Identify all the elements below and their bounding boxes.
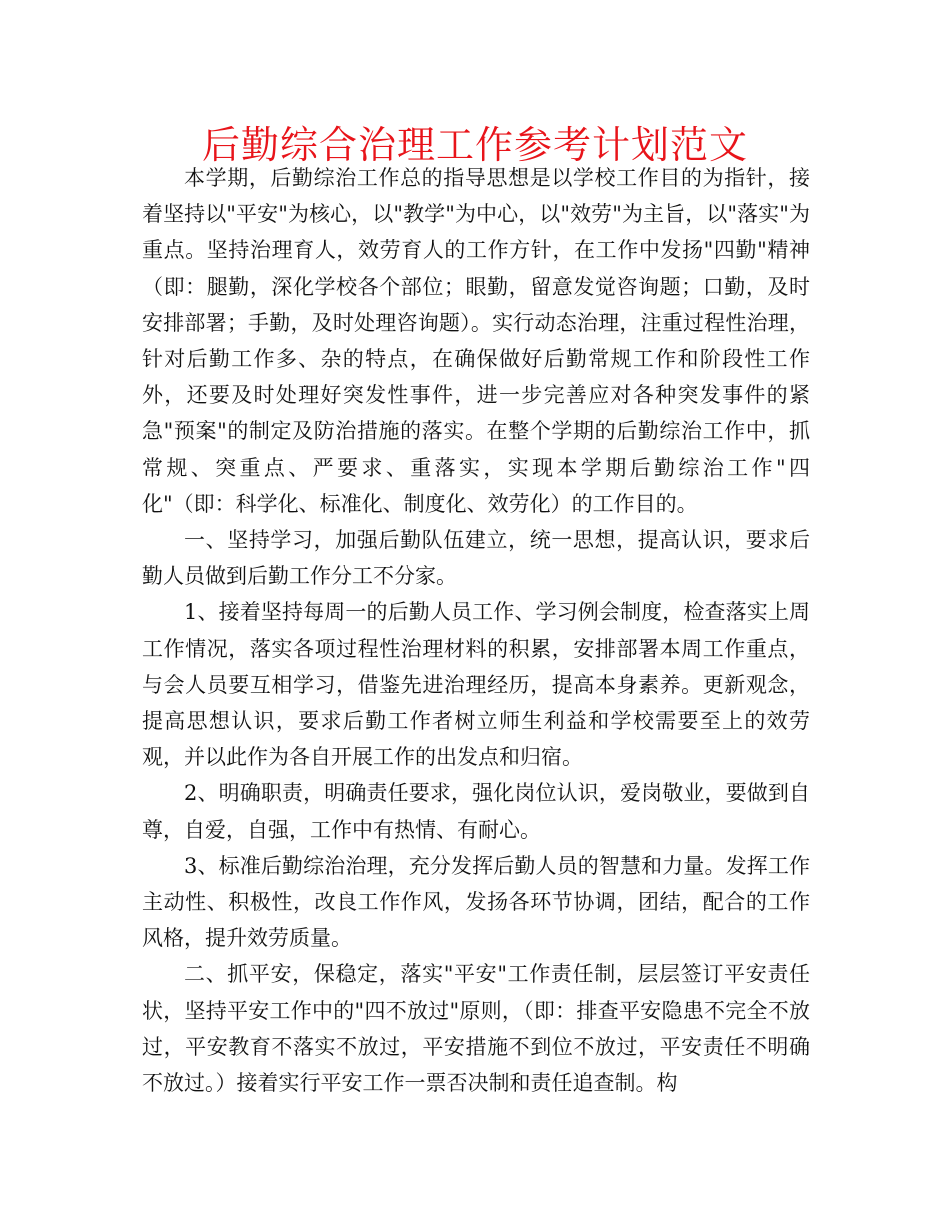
document-title: 后勤综合治理工作参考计划范文 [201, 123, 748, 167]
paragraph: 二、抓平安，保稳定，落实"平安"工作责任制，层层签订平安责任状，坚持平安工作中的"四不放过"原则，（即：排查平安隐患不完全不放过，平安教育不落实不放过，平安措施不到位不放过，平安责任不明确不放过。）接着实行平安工作一票否决制和责任追查制。构 [142, 962, 810, 1096]
paragraph: 3、标准后勤综治治理，充分发挥后勤人员的智慧和力量。发挥工作主动性、积极性，改良工作作风，发扬各环节协调，团结，配合的工作风格，提升效劳质量。 [142, 853, 810, 951]
paragraph: 1、接着坚持每周一的后勤人员工作、学习例会制度，检查落实上周工作情况，落实各项过程性治理材料的积累，安排部署本周工作重点，与会人员要互相学习，借鉴先进治理经历，提高本身素养。更新观念，提高思想认识，要求后勤工作者树立师生利益和学校需要至上的效劳观，并以此作为各自开展工作的出发点和归宿。 [142, 600, 810, 770]
paragraph: 一、坚持学习，加强后勤队伍建立，统一思想，提高认识，要求后勤人员做到后勤工作分工不分家。 [142, 528, 810, 589]
document-body [142, 160, 810, 1101]
paragraph: 2、明确职责，明确责任要求，强化岗位认识，爱岗敬业，要做到自尊，自爱，自强，工作中有热情、有耐心。 [142, 781, 810, 842]
paragraph: 本学期，后勤综治工作总的指导思想是以学校工作目的为指针，接着坚持以"平安"为核心，以"教学"为中心，以"效劳"为主旨，以"落实"为重点。坚持治理育人，效劳育人的工作方针，在工作中发扬"四勤"精神（即：腿勤，深化学校各个部位；眼勤，留意发觉咨询题；口勤，及时安排部署；手勤，及时处理咨询题）。实行动态治理，注重过程性治理，针对后勤工作多、杂的特点，在确保做好后勤常规工作和阶段性工作外，还要及时处理好突发性事件，进一步完善应对各种突发事件的紧急"预案"的制定及防治措施的落实。在整个学期的后勤综治工作中，抓常规、突重点、严要求、重落实，实现本学期后勤综治工作"四化"（即：科学化、标准化、制度化、效劳化）的工作目的。 [142, 166, 810, 516]
